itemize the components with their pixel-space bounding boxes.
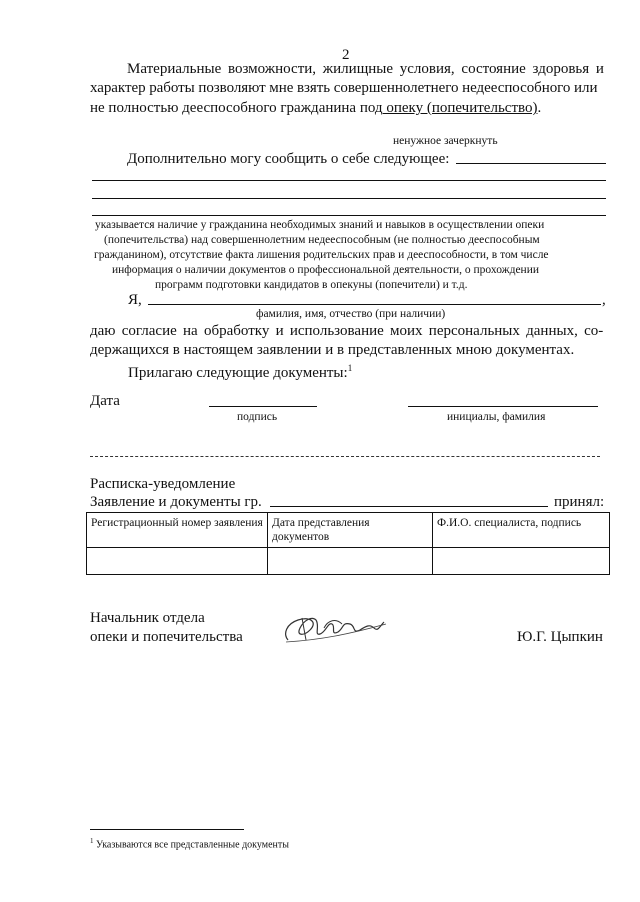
consent-line2: держащихся в настоящем заявлении и в представленных мною документах. bbox=[90, 342, 575, 358]
fio-comma: , bbox=[602, 292, 606, 308]
additional-info-line bbox=[456, 163, 606, 164]
head-title-line1: Начальник отдела bbox=[90, 610, 205, 626]
ya-label: Я, bbox=[128, 292, 142, 308]
name-hint: инициалы, фамилия bbox=[447, 411, 546, 423]
head-title-line2: опеки и попечительства bbox=[90, 629, 243, 645]
fio-line bbox=[148, 304, 601, 305]
para1-line3-end: . bbox=[537, 100, 542, 116]
para1-line3 bbox=[90, 99, 541, 118]
footnote-separator bbox=[90, 829, 244, 830]
fio-hint: фамилия, имя, отчество (при наличии) bbox=[256, 308, 446, 320]
page-number: 2 bbox=[342, 47, 350, 63]
additional-info-line bbox=[92, 198, 606, 199]
footnote-mark: 1 bbox=[90, 837, 94, 845]
additional-info-lead: Дополнительно могу сообщить о себе следующее: bbox=[127, 151, 450, 167]
receipt-name-line bbox=[270, 506, 548, 507]
receipt-col-date: Дата представления документов bbox=[268, 513, 433, 548]
receipt-table-header-row bbox=[87, 513, 610, 548]
additional-info-line bbox=[92, 215, 606, 216]
para1-line1: Материальные возможности, жилищные условия, состояние здоровья и bbox=[127, 61, 604, 77]
additional-info-hint-4: информация о наличии документов о профессиональной деятельности, о прохождении bbox=[112, 264, 540, 276]
attachments-text: Прилагаю следующие документы: bbox=[128, 365, 348, 381]
footnote-text: Указываются все представленные документы bbox=[96, 839, 289, 851]
para1-line2: характер работы позволяют мне взять совершеннолетнего недееспособного или bbox=[90, 80, 598, 96]
cut-line bbox=[90, 456, 600, 457]
receipt-table bbox=[86, 512, 610, 575]
signature-hint: подпись bbox=[237, 411, 278, 423]
name-line bbox=[408, 406, 598, 407]
receipt-col-specialist: Ф.И.О. специалиста, подпись bbox=[433, 513, 610, 548]
consent-line1: даю согласие на обработку и использование моих персональных данных, со- bbox=[90, 323, 604, 339]
receipt-line-start: Заявление и документы гр. bbox=[90, 494, 262, 510]
signature-line bbox=[209, 406, 317, 407]
footnote bbox=[90, 834, 289, 852]
handwritten-signature bbox=[280, 610, 392, 646]
guardianship-choice: опеку (попечительство) bbox=[382, 100, 538, 116]
receipt-table-row bbox=[87, 548, 610, 575]
strike-hint: ненужное зачеркнуть bbox=[393, 135, 498, 147]
additional-info-hint-3: гражданином), отсутствие факта лишения родительских прав и дееспособности, в том числе bbox=[94, 249, 549, 261]
additional-info-hint-1: указывается наличие у гражданина необходимых знаний и навыков в осуществлении опеки bbox=[95, 219, 545, 231]
additional-info-hint-5: программ подготовки кандидатов в опекуны (попечители) и т.д. bbox=[155, 279, 468, 291]
receipt-line-end: принял: bbox=[554, 494, 605, 510]
head-name: Ю.Г. Цыпкин bbox=[517, 629, 603, 645]
footnote-ref: 1 bbox=[347, 363, 353, 373]
date-label: Дата bbox=[90, 393, 120, 409]
receipt-cell bbox=[268, 548, 433, 575]
attachments-label bbox=[128, 359, 352, 383]
receipt-col-reg-number: Регистрационный номер заявления bbox=[87, 513, 268, 548]
additional-info-hint-2: (попечительства) над совершеннолетним недееспособным (не полностью дееспособным bbox=[104, 234, 540, 246]
receipt-cell bbox=[433, 548, 610, 575]
receipt-cell bbox=[87, 548, 268, 575]
additional-info-line bbox=[92, 180, 606, 181]
para1-line3-start: не полностью дееспособного гражданина под bbox=[90, 100, 383, 116]
receipt-title: Расписка-уведомление bbox=[90, 476, 236, 492]
